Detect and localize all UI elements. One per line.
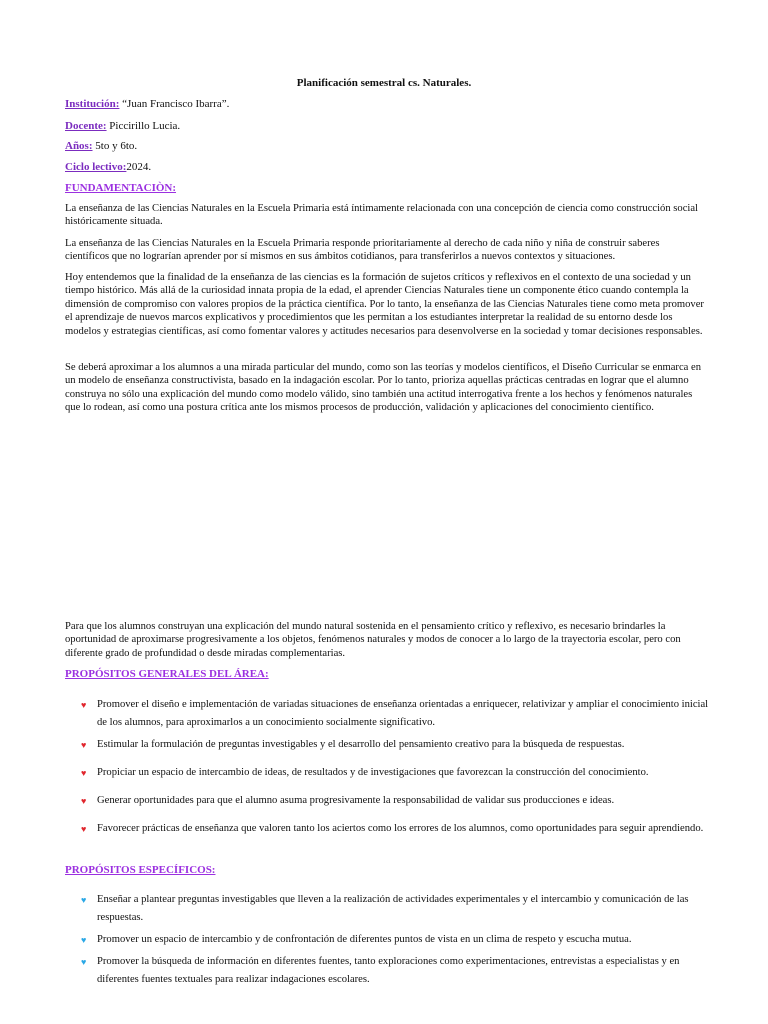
heart-icon: ♥: [81, 824, 87, 834]
propositos-especificos-heading: PROPÓSITOS ESPECÍFICOS:: [65, 864, 216, 876]
list-item-text: Propiciar un espacio de intercambio de ideas, de resultados y de investigaciones que favorezcan la construcción del conocimiento.: [97, 767, 649, 778]
propositos-generales-list: [65, 696, 710, 838]
field-value: 2024.: [126, 161, 152, 173]
field-institucion: [65, 98, 229, 110]
field-ciclo: [65, 161, 151, 173]
paragraph: La enseñanza de las Ciencias Naturales en la Escuela Primaria responde prioritariamente al derecho de cada niño y niña de construir saberes científicos que no lograrían aprender por sí mismos en sus ámbitos cotidianos, para transferirlos a nuevos contextos y situaciones.: [65, 238, 660, 263]
field-label: Ciclo lectivo:: [65, 161, 127, 173]
list-item: [65, 792, 710, 810]
field-value: Piccirillo Lucia.: [106, 120, 181, 132]
list-item: [65, 891, 710, 927]
heart-icon: ♥: [81, 768, 87, 778]
list-item-text: Favorecer prácticas de enseñanza que valoren tanto los aciertos como los errores de los alumnos, como oportunidades para seguir aprendiendo.: [97, 823, 704, 834]
propositos-generales-heading: PROPÓSITOS GENERALES DEL ÁREA:: [65, 668, 269, 680]
list-item: [65, 820, 710, 838]
heart-icon: ♥: [81, 895, 87, 905]
list-item-text: Promover un espacio de intercambio y de confrontación de diferentes puntos de vista en un clima de respeto y escucha mutua.: [97, 934, 632, 945]
list-item: [65, 953, 710, 989]
paragraph: La enseñanza de las Ciencias Naturales en la Escuela Primaria está íntimamente relacionada con una concepción de ciencia como construcción social históricamente situada.: [65, 203, 698, 228]
list-item: [65, 931, 710, 949]
field-value: 5to y 6to.: [92, 140, 138, 152]
field-value: “Juan Francisco Ibarra”.: [119, 98, 230, 110]
list-item: [65, 696, 710, 732]
list-item-text: Promover la búsqueda de información en diferentes fuentes, tanto exploraciones como experimentaciones, entrevistas a especialistas y en diferentes fuentes textuales para realizar indagaciones escolares.: [97, 956, 680, 985]
field-docente: [65, 120, 180, 132]
list-item-text: Promover el diseño e implementación de variadas situaciones de enseñanza orientadas a enriquecer, relativizar y ampliar el conocimiento inicial de los alumnos, para aproximarlos a un conocimiento socialmente significativo.: [97, 699, 709, 728]
list-item: [65, 764, 710, 782]
paragraph: Se deberá aproximar a los alumnos a una mirada particular del mundo, como son las teorías y modelos científicos, el Diseño Curricular se enmarca en un modelo de enseñanza constructivista, basado en la indagación escolar. Por lo tanto, prioriza aquellas prácticas centradas en lograr que el alumno construya no sólo una explicación del mundo como modelo válido, sino también una actitud interrogativa frente a los hechos y fenómenos naturales que lo rodean, así como una postura crítica ante los mismos procesos de producción, validación y aplicaciones del conocimiento científico.: [65, 362, 702, 414]
field-anios: [65, 140, 137, 152]
paragraph: Hoy entendemos que la finalidad de la enseñanza de las ciencias es la formación de sujetos críticos y reflexivos en el contexto de una sociedad y un tiempo histórico. Más allá de la curiosidad innata propia de la edad, el aprender Ciencias Naturales tiene un componente ético cuando contempla la dimensión de compromiso con valores propios de la práctica científica. Por lo tanto, la enseñanza de las Ciencias Naturales tiene como meta promover el aprendizaje de nuevos marcos explicativos y procedimientos que les permitan a los estudiantes interpretar la realidad de su entorno desde los modelos y estrategias científicas, así como fomentar valores y actitudes necesarios para desenvolverse en la sociedad y tomar decisiones responsables.: [65, 272, 704, 337]
fundamentacion-heading: FUNDAMENTACIÒN:: [65, 182, 177, 194]
heart-icon: ♥: [81, 796, 87, 806]
heart-icon: ♥: [81, 740, 87, 750]
list-item-text: Enseñar a plantear preguntas investigables que lleven a la realización de actividades experimentales y el intercambio y comunicación de las respuestas.: [97, 894, 689, 923]
list-item-text: Estimular la formulación de preguntas investigables y el desarrollo del pensamiento creativo para la búsqueda de respuestas.: [97, 739, 625, 750]
field-label: Institución:: [65, 98, 120, 110]
document-title: Planificación semestral cs. Naturales.: [296, 77, 472, 89]
propositos-especificos-list: [65, 891, 710, 989]
heart-icon: ♥: [81, 700, 87, 710]
list-item: [65, 736, 710, 754]
field-label: Años:: [65, 140, 93, 152]
heart-icon: ♥: [81, 935, 87, 945]
list-item-text: Generar oportunidades para que el alumno asuma progresivamente la responsabilidad de validar sus producciones e ideas.: [97, 795, 615, 806]
field-label: Docente:: [65, 120, 107, 132]
heart-icon: ♥: [81, 957, 87, 967]
paragraph: Para que los alumnos construyan una explicación del mundo natural sostenida en el pensamiento crítico y reflexivo, es necesario brindarles la oportunidad de aproximarse progresivamente a los objetos, fenómenos naturales y modos de conocer a lo largo de la trayectoria escolar, pero con diferente grado de profundidad o desde miradas complementarias.: [65, 621, 681, 659]
